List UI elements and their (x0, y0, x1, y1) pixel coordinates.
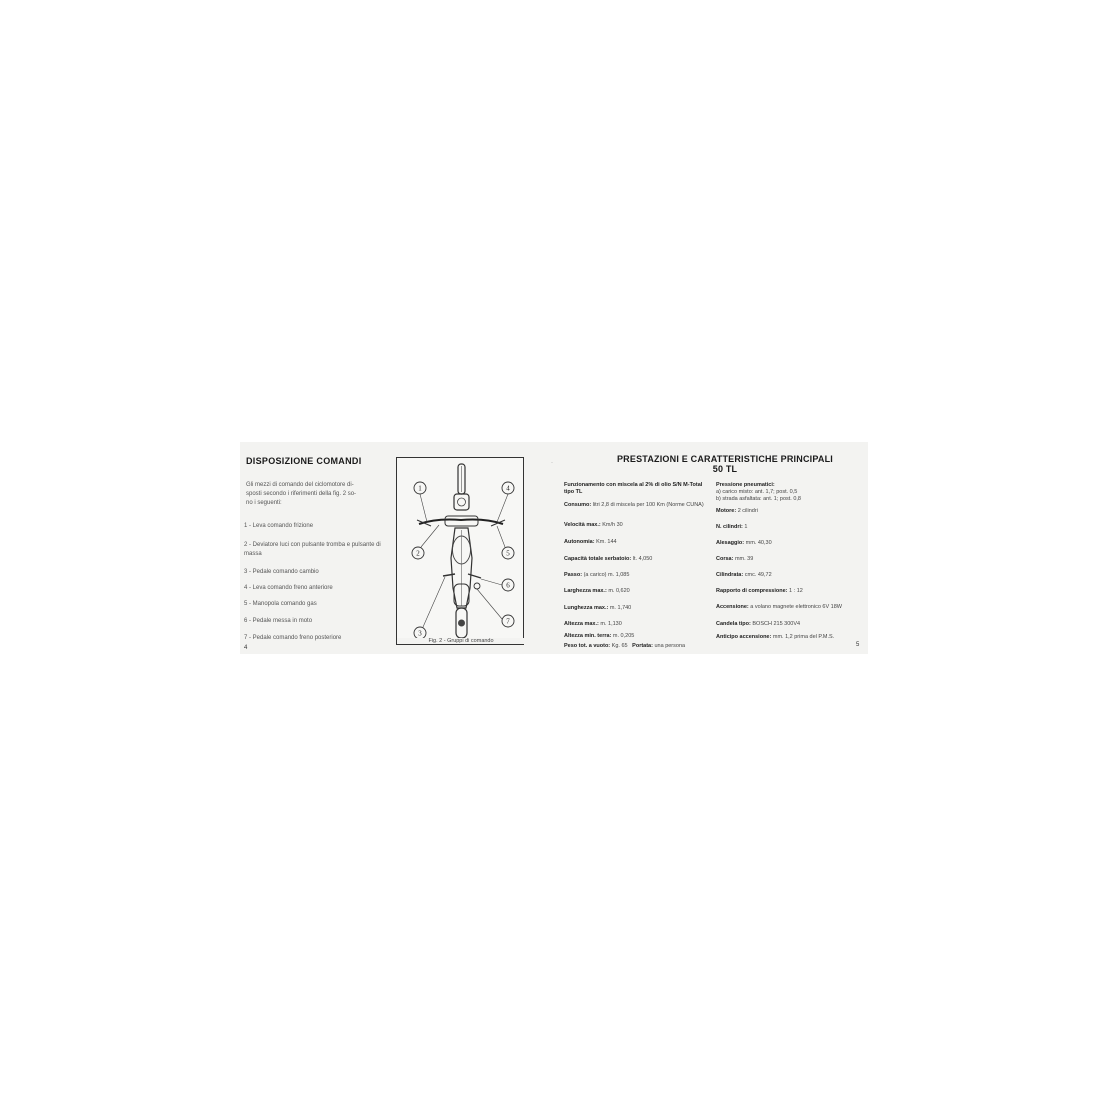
svg-text:6: 6 (506, 581, 510, 590)
callout-4 (497, 482, 514, 522)
command-item: 5 - Manopola comando gas (244, 601, 317, 607)
page-title: DISPOSIZIONE COMANDI (246, 456, 362, 466)
svg-text:4: 4 (506, 484, 510, 493)
svg-text:3: 3 (418, 629, 422, 638)
svg-text:7: 7 (506, 617, 510, 626)
command-item: 1 - Leva comando frizione (244, 523, 314, 529)
page-title (580, 454, 870, 474)
right-page (550, 442, 868, 654)
callout-3 (414, 577, 445, 639)
heading-line-1: PRESTAZIONI E CARATTERISTICHE PRINCIPALI (616, 454, 833, 464)
spec-item: Pressione pneumatici: a) carico misto: ant. 1,7; post. 0,5 b) strada asfaltata: ant. 1; post. 0,8 (716, 482, 801, 502)
manual-spread (240, 442, 868, 654)
controls-figure (396, 457, 524, 645)
spec-item: Velocità max.: Km/h 30 (564, 522, 623, 528)
callout-2 (412, 525, 439, 559)
figure-caption: Fig. 2 - Gruppi di comando (397, 638, 525, 644)
spec-item: Larghezza max.: m. 0,620 (564, 588, 630, 594)
spec-item: Funzionamento con miscela al 2% di olio S/N M-Total tipo TL (564, 482, 703, 495)
spec-item: Capacità totale serbatoio: lt. 4,050 (564, 556, 653, 562)
page-number-left: 4 (244, 645, 248, 651)
margin-mark: · (551, 460, 553, 466)
spec-item: Alesaggio: mm. 40,30 (716, 540, 772, 546)
callout-1 (414, 482, 427, 522)
spec-item: N. cilindri: 1 (716, 524, 748, 530)
intro-paragraph: Gli mezzi di comando del ciclomotore di- sposti secondo i riferimenti della fig. 2 so- no i seguenti: (246, 482, 357, 506)
callout-5 (497, 526, 514, 559)
command-item: 6 - Pedale messa in moto (244, 618, 313, 624)
page-number-right: 5 (856, 642, 860, 648)
svg-text:1: 1 (418, 484, 422, 493)
left-page (240, 442, 550, 654)
spec-item: Anticipo accensione: mm. 1,2 prima del P.M.S. (716, 634, 835, 640)
spec-item: Corsa: mm. 39 (716, 556, 754, 562)
spec-item: Rapporto di compressione: 1 : 12 (716, 588, 803, 594)
svg-text:2: 2 (416, 549, 420, 558)
heading-line-2: 50 TL (712, 464, 738, 474)
callout-7 (477, 589, 514, 627)
spec-item: Accensione: a volano magnete elettronico 6V 18W (716, 604, 842, 610)
command-item: 7 - Pedale comando freno posteriore (244, 635, 342, 641)
spec-item: Passo: (a carico) m. 1,085 (564, 572, 630, 578)
spec-item: Altezza max.: m. 1,130 (564, 621, 622, 627)
spec-item: Peso tot. a vuoto: Kg. 65 Portata: una persona (564, 643, 686, 649)
spec-item: Altezza min. terra: m. 0,205 (564, 633, 635, 639)
command-item: 2 - Deviatore luci con pulsante tromba e pulsante di massa (244, 542, 381, 557)
callout-6 (481, 579, 514, 591)
svg-text:5: 5 (506, 549, 510, 558)
spec-item: Autonomia: Km. 144 (564, 539, 617, 545)
command-item: 4 - Leva comando freno anteriore (244, 585, 333, 591)
spec-item: Candela tipo: BOSCH 215 300V4 (716, 621, 801, 627)
spec-item: Lunghezza max.: m. 1,740 (564, 605, 632, 611)
spec-item: Consumo: litri 2,8 di miscela per 100 Km (Norme CUNA) (564, 502, 704, 508)
spec-item: Cilindrata: cmc. 49,72 (716, 572, 772, 578)
moped-top-view-drawing (397, 458, 525, 646)
spec-item: Motore: 2 cilindri (716, 508, 758, 514)
command-item: 3 - Pedale comando cambio (244, 569, 319, 575)
